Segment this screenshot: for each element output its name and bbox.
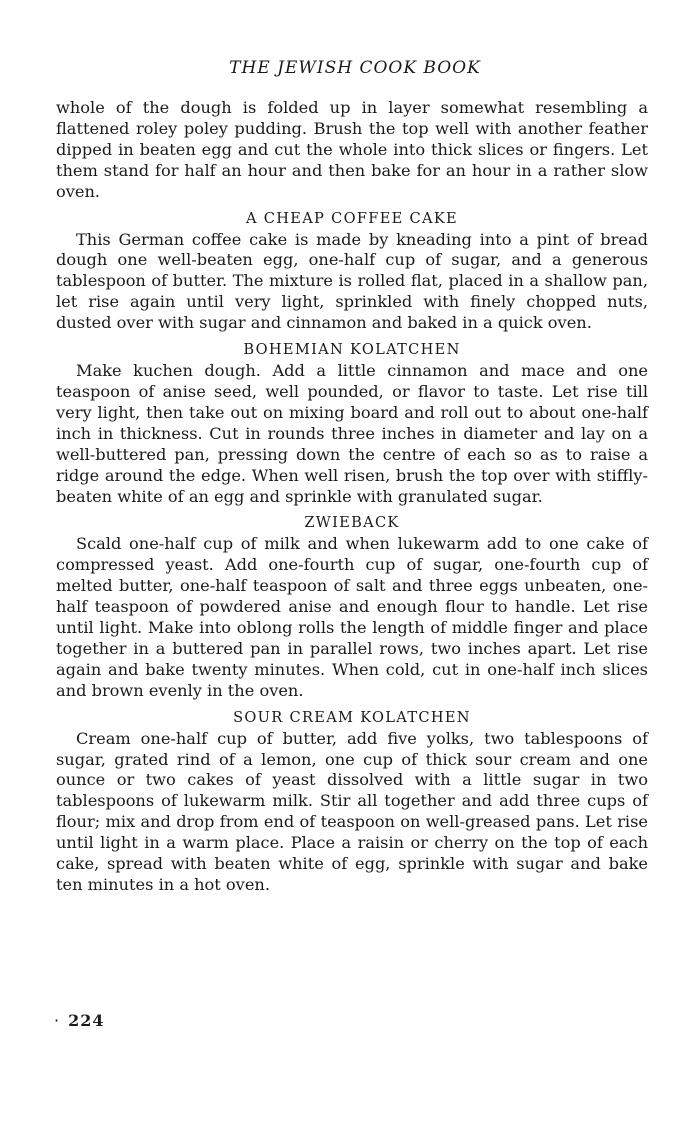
recipe-title: BOHEMIAN KOLATCHEN — [243, 341, 461, 359]
margin-dot: · — [54, 1011, 61, 1030]
running-head: THE JEWISH COOK BOOK — [229, 58, 481, 78]
recipe-title: A CHEAP COFFEE CAKE — [245, 209, 458, 227]
recipe-bohemian-kolatchen — [56, 340, 648, 507]
recipe-coffee-cake — [56, 209, 648, 335]
page-number-value: 224 — [68, 1011, 105, 1030]
recipe-title: ZWIEBACK — [304, 514, 400, 532]
recipe-zwieback — [56, 513, 648, 701]
page-number — [54, 1011, 105, 1030]
recipe-sour-cream-kolatchen — [56, 708, 648, 896]
recipe-text: Make kuchen dough. Add a little cinnamon and mace and one teaspoon of anise seed, well pounded, or flavor to taste. Let rise till very light, then take out on mixing board and roll out to about one-half inch in thickness. Cut in rounds three inches in diameter and lay on a well-buttered pan, pressing down the centre of each so as to raise a ridge around the edge. When well risen, brush the top over with stiffly-beaten white of an egg and sprinkle with granulated sugar. — [56, 361, 648, 506]
recipe-title: SOUR CREAM KOLATCHEN — [233, 708, 471, 726]
recipe-text: Scald one-half cup of milk and when lukewarm add to one cake of compressed yeast. Add one-fourth cup of sugar, one-fourth cup of melted butter, one-half teaspoon of salt and three eggs unbeaten, one-half teaspoon of powdered anise and enough flour to handle. Let rise until light. Make into oblong rolls the length of middle finger and place together in a buttered pan in parallel rows, two inches apart. Let rise again and bake twenty minutes. When cold, cut in one-half inch slices and brown evenly in the oven. — [56, 534, 648, 700]
recipe-text: Cream one-half cup of butter, add five yolks, two tablespoons of sugar, grated rind of a lemon, one cup of thick sour cream and one ounce or two cakes of yeast dissolved with a little sugar in two tablespoons of lukewarm milk. Stir all together and add three cups of flour; mix and drop from end of teaspoon on well-greased pans. Let rise until light in a warm place. Place a raisin or cherry on the top of each cake, spread with beaten white of egg, sprinkle with sugar and bake ten minutes in a hot oven. — [56, 728, 648, 894]
recipe-text: This German coffee cake is made by kneading into a pint of bread dough one well-beaten egg, one-half cup of sugar, and a generous tablespoon of butter. The mixture is rolled flat, placed in a shallow pan, let rise again until very light, sprinkled with finely chopped nuts, dusted over with sugar and cinnamon and baked in a quick oven. — [56, 229, 648, 333]
continuation-paragraph: whole of the dough is folded up in layer somewhat resembling a flattened roley poley pudding. Brush the top well with another feather dipped in beaten egg and cut the whole into thick slices or fingers. Let them stand for half an hour and then bake for an hour in a rather slow oven. — [56, 98, 648, 201]
book-page — [56, 58, 648, 896]
